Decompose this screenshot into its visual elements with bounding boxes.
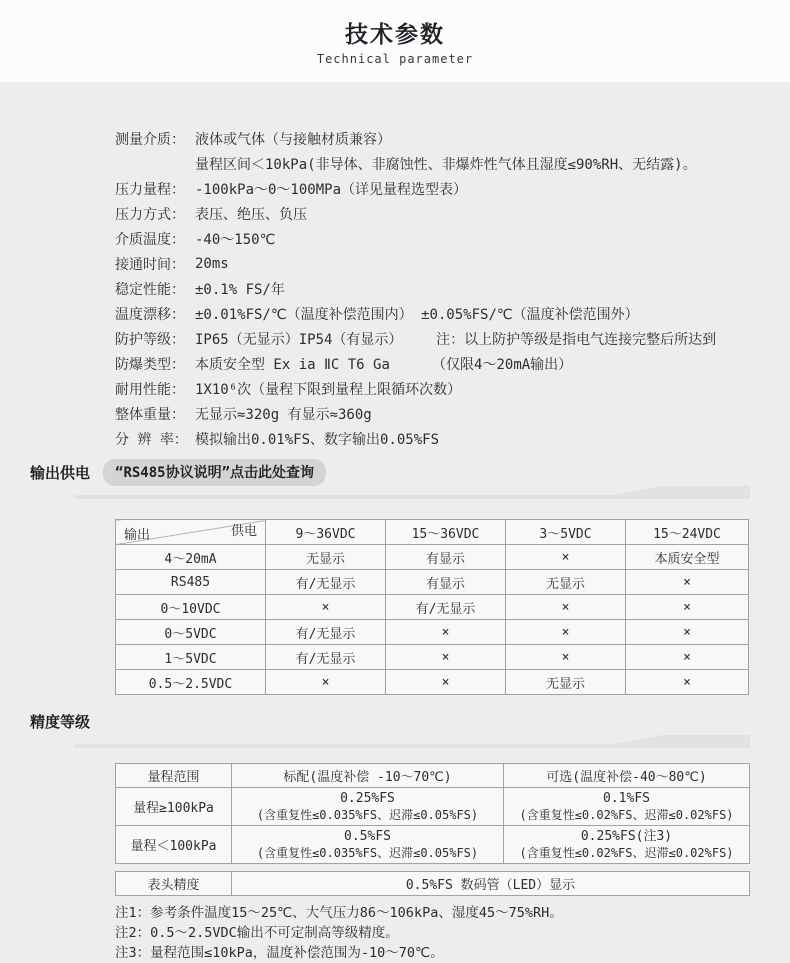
table-cell: 表头精度	[116, 872, 232, 896]
spec-label: 防护等级：	[115, 331, 185, 348]
table-cell: 0～10VDC	[116, 595, 266, 620]
table-cell: 1～5VDC	[116, 645, 266, 670]
corner-supply-label: 供电	[230, 524, 257, 539]
table-row	[116, 570, 749, 595]
spec-row-stability	[115, 276, 790, 301]
spec-list	[115, 126, 790, 451]
spec-value: -40～150℃	[195, 231, 276, 248]
spec-label: 整体重量：	[115, 406, 185, 423]
table-cell	[504, 826, 750, 864]
rs485-protocol-link-badge[interactable]: “RS485协议说明”点击此处查询	[103, 459, 326, 486]
table-cell: ×	[626, 620, 749, 645]
accuracy-value: 0.25%FS	[340, 790, 395, 806]
output-power-table	[115, 519, 749, 695]
accuracy-table	[115, 763, 750, 864]
spec-label: 压力方式：	[115, 206, 185, 223]
section-title-accuracy: 精度等级	[30, 713, 91, 731]
section-divider-stripe	[75, 486, 750, 499]
spec-value: 无显示≈320g 有显示≈360g	[195, 406, 372, 423]
footnote-1: 注1：参考条件温度15～25℃、大气压力86～106kPa、湿度45～75%RH。	[115, 905, 563, 921]
table-cell: ×	[626, 595, 749, 620]
table-cell: 量程＜100kPa	[116, 826, 232, 864]
table-cell: 无显示	[506, 670, 626, 695]
table-cell: 无显示	[266, 545, 386, 570]
table-cell: ×	[506, 645, 626, 670]
table-cell	[232, 826, 504, 864]
spec-value: 模拟输出0.01%FS、数字输出0.05%FS	[195, 431, 440, 448]
table-row	[116, 670, 749, 695]
spec-row-medium-temp	[115, 226, 790, 251]
table-cell: 本质安全型	[626, 545, 749, 570]
spec-label: 耐用性能：	[115, 381, 185, 398]
spec-label: 稳定性能：	[115, 281, 185, 298]
accuracy-detail: (含重复性≤0.02%FS、迟滞≤0.02%FS)	[519, 845, 734, 860]
table-row	[116, 826, 750, 864]
spec-value: IP65（无显示）IP54（有显示） 注：以上防护等级是指电气连接完整后所达到	[195, 331, 717, 348]
table-cell: 有/无显示	[266, 570, 386, 595]
table-cell: 有/无显示	[266, 620, 386, 645]
spec-value: 量程区间＜10kPa(非导体、非腐蚀性、非爆炸性气体且湿度≤90%RH、无结露)。	[195, 156, 697, 173]
table-cell: 0.5～2.5VDC	[116, 670, 266, 695]
spec-row-explosion-proof	[115, 351, 790, 376]
spec-row-power-on-time	[115, 251, 790, 276]
table-cell: ×	[506, 620, 626, 645]
accuracy-value: 0.25%FS(注3)	[580, 828, 673, 844]
spec-value: 表压、绝压、负压	[195, 206, 307, 223]
accuracy-detail: (含重复性≤0.02%FS、迟滞≤0.02%FS)	[519, 807, 734, 822]
accuracy-value: 0.1%FS	[603, 790, 650, 806]
column-header: 15～24VDC	[626, 520, 749, 545]
corner-output-label: 输出	[124, 528, 151, 543]
table-cell: ×	[386, 670, 506, 695]
corner-cell	[116, 520, 266, 545]
table-cell: RS485	[116, 570, 266, 595]
spec-row-medium	[115, 126, 790, 151]
table-row	[116, 645, 749, 670]
spec-value: ±0.01%FS/℃（温度补偿范围内） ±0.05%FS/℃（温度补偿范围外）	[195, 306, 639, 323]
table-row	[116, 872, 750, 896]
spec-row-protection	[115, 326, 790, 351]
section-title-output-power: 输出供电	[30, 464, 91, 482]
spec-value: 本质安全型 Ex ia ⅡC T6 Ga （仅限4～20mA输出）	[195, 356, 573, 373]
column-header: 标配(温度补偿 -10～70℃)	[232, 764, 504, 788]
spec-label: 接通时间：	[115, 256, 185, 273]
table-cell: ×	[386, 645, 506, 670]
spec-row-resolution	[115, 426, 790, 451]
spec-value: ±0.1% FS/年	[195, 281, 285, 298]
spec-row-medium-cont	[115, 151, 790, 176]
spec-row-pressure-type	[115, 201, 790, 226]
spec-label: 防爆类型：	[115, 356, 185, 373]
spec-label: 分 辨 率：	[115, 431, 188, 448]
table-cell: ×	[626, 645, 749, 670]
column-header: 量程范围	[116, 764, 232, 788]
table-cell: ×	[626, 570, 749, 595]
column-header: 15～36VDC	[386, 520, 506, 545]
section-accuracy	[30, 709, 790, 734]
table-cell: ×	[386, 620, 506, 645]
spec-label: 测量介质：	[115, 131, 185, 148]
table-row	[116, 764, 750, 788]
table-cell: ×	[626, 670, 749, 695]
table-cell: 有显示	[386, 570, 506, 595]
spec-label: 温度漂移：	[115, 306, 185, 323]
page-title: 技术参数	[345, 22, 445, 48]
table-row	[116, 788, 750, 826]
spec-row-temp-drift	[115, 301, 790, 326]
table-row	[116, 620, 749, 645]
spec-row-weight	[115, 401, 790, 426]
spec-label: 介质温度：	[115, 231, 185, 248]
table-cell: 有显示	[386, 545, 506, 570]
spec-value: -100kPa～0～100MPa（详见量程选型表）	[195, 181, 468, 198]
table-cell: 0～5VDC	[116, 620, 266, 645]
column-header: 9～36VDC	[266, 520, 386, 545]
table-cell: ×	[506, 545, 626, 570]
spec-row-durability	[115, 376, 790, 401]
table-cell: 4～20mA	[116, 545, 266, 570]
section-divider-stripe	[75, 735, 750, 748]
table-cell: 0.5%FS 数码管（LED）显示	[232, 872, 750, 896]
section-output-power	[30, 460, 790, 485]
accuracy-detail: (含重复性≤0.035%FS、迟滞≤0.05%FS)	[256, 845, 479, 860]
table-cell	[232, 788, 504, 826]
table-cell: 量程≥100kPa	[116, 788, 232, 826]
footnote-2: 注2：0.5～2.5VDC输出不可定制高等级精度。	[115, 925, 399, 941]
table-row	[116, 520, 749, 545]
accuracy-detail: (含重复性≤0.035%FS、迟滞≤0.05%FS)	[256, 807, 479, 822]
footnotes	[115, 903, 790, 963]
table-cell	[504, 788, 750, 826]
table-row	[116, 595, 749, 620]
page-header	[0, 0, 790, 82]
table-cell: ×	[266, 670, 386, 695]
table-cell: 无显示	[506, 570, 626, 595]
table-cell: ×	[266, 595, 386, 620]
footnote-3: 注3：量程范围≤10kPa，温度补偿范围为-10～70℃。	[115, 945, 444, 961]
display-accuracy-table	[115, 871, 750, 896]
table-cell: ×	[506, 595, 626, 620]
column-header: 可选(温度补偿-40～80℃)	[504, 764, 750, 788]
spec-value: 液体或气体（与接触材质兼容）	[195, 131, 391, 148]
spec-row-pressure-range	[115, 176, 790, 201]
spec-value: 20ms	[195, 255, 229, 272]
table-row	[116, 545, 749, 570]
spec-value: 1X10⁶次（量程下限到量程上限循环次数）	[195, 381, 462, 398]
accuracy-value: 0.5%FS	[344, 828, 391, 844]
page-subtitle: Technical parameter	[316, 52, 474, 66]
table-cell: 有/无显示	[266, 645, 386, 670]
column-header: 3～5VDC	[506, 520, 626, 545]
spec-label: 压力量程：	[115, 181, 185, 198]
table-cell: 有/无显示	[386, 595, 506, 620]
